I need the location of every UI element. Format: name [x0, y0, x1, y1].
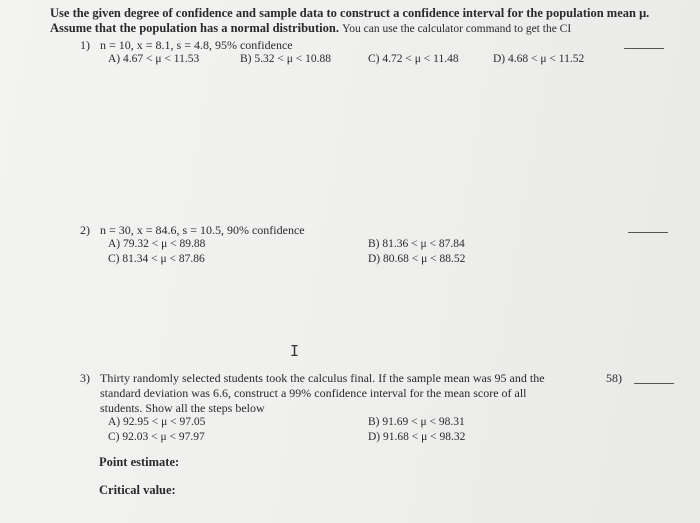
instructions-bold-text: Assume that the population has a normal distribution.	[50, 21, 339, 35]
question-3-prompt-line-1: Thirty randomly selected students took the calculus final. If the sample mean was 95 and the	[100, 371, 545, 385]
question-1-option-c[interactable]: C) 4.72 < μ < 11.48	[368, 53, 459, 65]
question-1-option-b[interactable]: B) 5.32 < μ < 10.88	[240, 53, 332, 65]
question-3-option-c[interactable]: C) 92.03 < μ < 97.97	[108, 431, 205, 443]
question-3-side-number: 58)	[606, 371, 622, 385]
question-2-option-a[interactable]: A) 79.32 < μ < 89.88	[108, 238, 206, 250]
question-1-number: 1)	[80, 38, 90, 52]
text-cursor-icon: I	[290, 342, 300, 360]
question-1-option-d[interactable]: D) 4.68 < μ < 11.52	[493, 53, 585, 65]
question-2-prompt: n = 30, x = 84.6, s = 10.5, 90% confidence	[100, 223, 305, 237]
instructions-line-1: Use the given degree of confidence and sample data to construct a confidence interval for the population mean μ.	[50, 6, 650, 20]
question-2-option-b[interactable]: B) 81.36 < μ < 87.84	[368, 238, 465, 250]
question-1-option-a[interactable]: A) 4.67 < μ < 11.53	[108, 53, 200, 65]
question-2-answer-blank[interactable]	[628, 232, 668, 233]
critical-value-label: Critical value:	[99, 483, 176, 497]
question-2-option-c[interactable]: C) 81.34 < μ < 87.86	[108, 253, 205, 265]
question-1-answer-blank[interactable]	[624, 48, 664, 49]
question-3-option-b[interactable]: B) 91.69 < μ < 98.31	[368, 416, 465, 428]
question-3-prompt-line-2: standard deviation was 6.6, construct a 99% confidence interval for the mean score of all	[100, 386, 527, 400]
question-3-option-a[interactable]: A) 92.95 < μ < 97.05	[108, 416, 206, 428]
instructions-line-2	[50, 21, 571, 36]
question-2-number: 2)	[80, 223, 90, 237]
point-estimate-label: Point estimate:	[99, 455, 180, 469]
question-3-number: 3)	[80, 371, 90, 385]
question-3-answer-blank[interactable]	[634, 383, 674, 384]
instructions-rest-text: You can use the calculator command to get the CI	[342, 23, 572, 35]
question-2-option-d[interactable]: D) 80.68 < μ < 88.52	[368, 253, 466, 265]
question-1-prompt: n = 10, x = 8.1, s = 4.8, 95% confidence	[100, 38, 293, 52]
question-3-prompt-line-3: students. Show all the steps below	[100, 401, 265, 415]
question-3-option-d[interactable]: D) 91.68 < μ < 98.32	[368, 431, 466, 443]
